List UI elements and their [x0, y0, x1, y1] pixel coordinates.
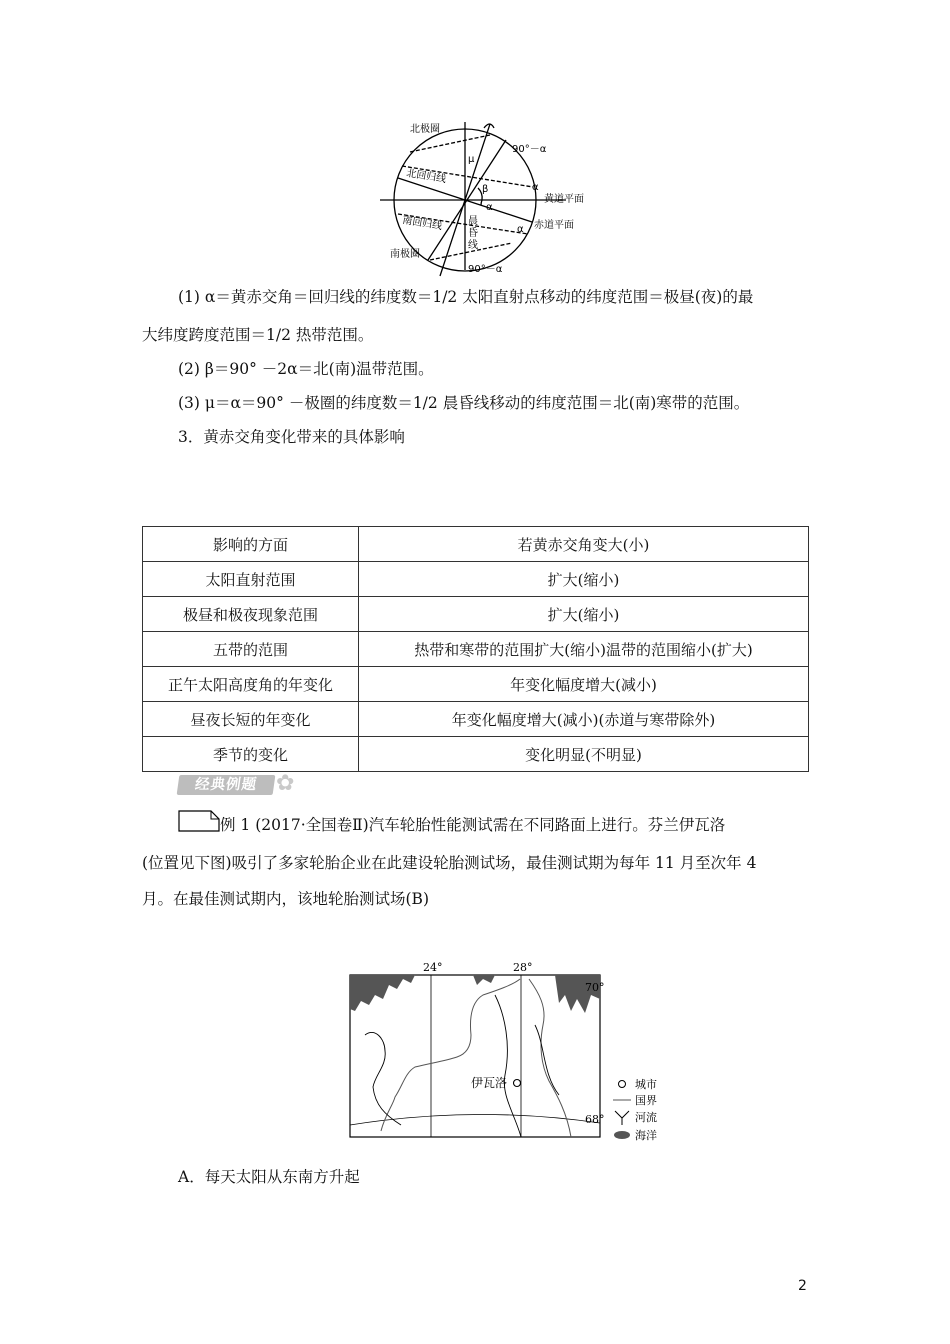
example-banner: 经典例题: [177, 775, 276, 795]
label-terminator-2: 昏: [468, 228, 478, 239]
section-heading-3: 3．黄赤交角变化带来的具体影响: [178, 428, 405, 446]
table-row: [143, 702, 809, 737]
sea-area: [473, 975, 495, 985]
paragraph-1-line-2: 大纬度跨度范围＝1/2 热带范围。: [142, 326, 374, 344]
label-terminator-1: 晨: [468, 216, 478, 227]
table-cell: 正午太阳高度角的年变化: [143, 667, 359, 702]
legend-river-label: 河流: [635, 1111, 657, 1124]
label-arctic-circle: 北极圈: [410, 124, 440, 135]
label-terminator-3: 线: [468, 240, 478, 251]
table-cell: 热带和寒带的范围扩大(缩小)温带的范围缩小(扩大): [359, 632, 809, 667]
example-line-2: (位置见下图)吸引了多家轮胎企业在此建设轮胎测试场，最佳测试期为每年 11 月至次年 4: [142, 854, 757, 872]
legend-border-label: 国界: [635, 1094, 657, 1107]
table-row: [143, 562, 809, 597]
table-row: [143, 632, 809, 667]
label-mu: μ: [468, 154, 475, 165]
table-cell: 变化明显(不明显): [359, 737, 809, 772]
legend-river-icon: [615, 1111, 629, 1125]
label-equator-plane: 赤道平面: [534, 220, 574, 231]
table-cell: 极昼和极夜现象范围: [143, 597, 359, 632]
parallel-68: [350, 1114, 600, 1125]
label-beta: β: [482, 184, 489, 195]
table-cell: 年变化幅度增大(减小)(赤道与寒带除外): [359, 702, 809, 737]
legend-city-label: 城市: [635, 1078, 657, 1091]
table-row: [143, 667, 809, 702]
label-tropic-north: 北回归线: [405, 168, 447, 186]
impact-table: [142, 526, 809, 772]
table-cell: 若黄赤交角变大(小): [359, 527, 809, 562]
river: [365, 1032, 401, 1125]
river: [495, 995, 521, 1137]
country-border: [381, 979, 520, 1131]
table-cell: 季节的变化: [143, 737, 359, 772]
table-row: [143, 737, 809, 772]
page-number: 2: [798, 1278, 807, 1294]
paragraph-3: (3) μ＝α＝90° －极圈的纬度数＝1/2 晨昏线移动的纬度范围＝北(南)寒带的范围。: [178, 394, 750, 412]
table-cell: 五带的范围: [143, 632, 359, 667]
river: [535, 1025, 559, 1095]
table-cell: 扩大(缩小): [359, 597, 809, 632]
example-marker-icon: [178, 810, 220, 832]
table-cell: 年变化幅度增大(减小): [359, 667, 809, 702]
table-cell: 太阳直射范围: [143, 562, 359, 597]
table-cell: 影响的方面: [143, 527, 359, 562]
map-lon-28: 28°: [513, 961, 533, 974]
label-alpha-1: α: [532, 182, 539, 193]
ivalo-map: [345, 955, 675, 1150]
map-lat-68: 68°: [585, 1113, 605, 1126]
table-cell: 扩大(缩小): [359, 562, 809, 597]
map-city-label: 伊瓦洛: [471, 1076, 508, 1090]
example-line-3: 月。在最佳测试期内，该地轮胎测试场(B): [142, 890, 429, 908]
label-angle-top: 90°－α: [512, 144, 547, 155]
city-marker: [514, 1080, 521, 1087]
label-tropic-south: 南回归线: [401, 215, 443, 233]
legend-city-icon: [619, 1081, 626, 1088]
label-alpha-3: α: [517, 224, 524, 235]
alpha-arc: [481, 200, 482, 205]
map-lon-24: 24°: [423, 961, 443, 974]
map-lat-70: 70°: [585, 981, 605, 994]
table-cell: 昼夜长短的年变化: [143, 702, 359, 737]
legend-sea-label: 海洋: [635, 1129, 657, 1142]
option-a: A．每天太阳从东南方升起: [178, 1168, 360, 1186]
label-antarctic-circle: 南极圈: [390, 249, 420, 260]
flower-icon: ✿: [276, 771, 295, 796]
paragraph-2: (2) β＝90° －2α＝北(南)温带范围。: [178, 360, 434, 378]
legend-sea-icon: [614, 1131, 630, 1139]
label-alpha-2: α: [486, 202, 493, 213]
ecliptic-diagram: [370, 110, 610, 280]
sea-area: [350, 975, 415, 1011]
table-row: [143, 597, 809, 632]
country-border: [529, 979, 571, 1137]
paragraph-1-line-1: (1) α＝黄赤交角＝回归线的纬度数＝1/2 太阳直射点移动的纬度范围＝极昼(夜)的最: [178, 288, 754, 306]
example-line-1: 例 1 (2017·全国卷Ⅱ)汽车轮胎性能测试需在不同路面上进行。芬兰伊瓦洛: [220, 816, 726, 834]
label-angle-bottom: 90°－α: [468, 264, 503, 275]
table-row: [143, 527, 809, 562]
label-ecliptic-plane: 黄道平面: [544, 194, 584, 205]
